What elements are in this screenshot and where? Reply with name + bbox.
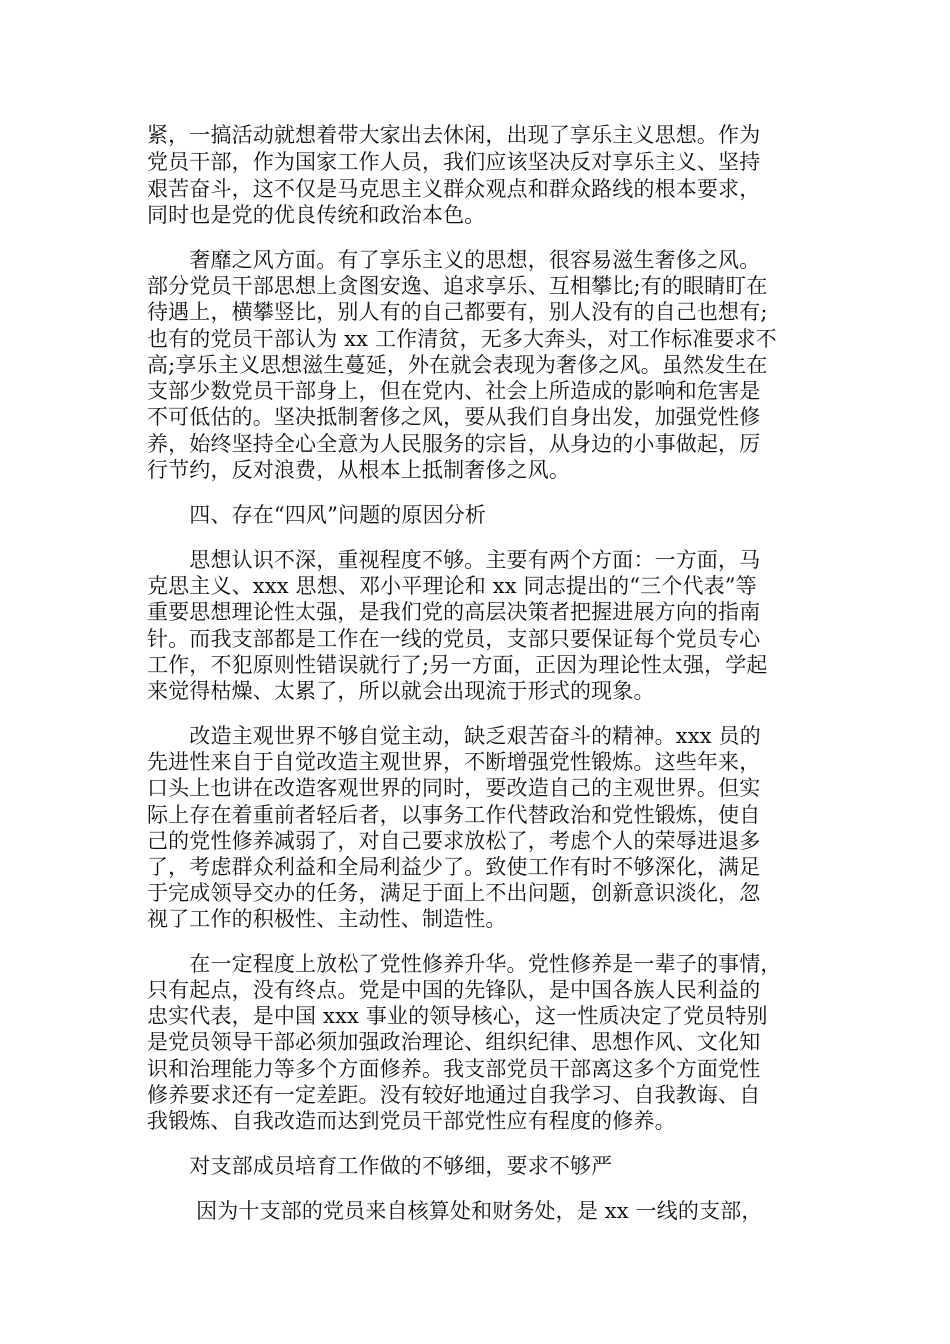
paragraph-3-line-5: 工作，不犯原则性错误就行了;另一方面，正因为理论性太强，学起 (147, 653, 768, 677)
paragraph-5-line-3: 忠实代表，是中国 xxx 事业的领导核心，这一性质决定了党员特别 (147, 1004, 768, 1028)
paragraph-5-line-5: 识和治理能力等多个方面修养。我支部党员干部离这多个方面党性 (147, 1057, 761, 1081)
paragraph-3-line-2: 克思主义、xxx 思想、邓小平理论和 xx 同志提出的“三个代表”等 (147, 574, 757, 598)
paragraph-4-line-7: 于完成领导交办的任务，满足于面上不出问题，创新意识淡化，忽 (147, 881, 761, 905)
paragraph-4-line-3: 口头上也讲在改造客观世界的同时，要改造自己的主观世界。但实 (147, 776, 761, 800)
paragraph-4-line-4: 际上存在着重前者轻后者，以事务工作代替政治和党性锻炼，使自 (147, 803, 761, 827)
paragraph-5-line-4: 是党员领导干部必须加强政治理论、组织纪律、思想作风、文化知 (147, 1030, 761, 1054)
paragraph-4-line-6: 了，考虑群众利益和全局利益少了。致使工作有时不够深化，满足 (147, 855, 761, 879)
paragraph-3-line-4: 针。而我支部都是工作在一线的党员，支部只要保证每个党员专心 (147, 627, 761, 651)
paragraph-4-line-1: 改造主观世界不够自觉主动，缺乏艰苦奋斗的精神。xxx 员的 (147, 724, 761, 748)
paragraph-2-line-9: 行节约，反对浪费，从根本上抵制奢侈之风。 (147, 458, 570, 482)
paragraph-2-line-8: 养，始终坚持全心全意为人民服务的宗旨，从身边的小事做起，厉 (147, 432, 761, 456)
paragraph-2-line-1: 奢靡之风方面。有了享乐主义的思想，很容易滋生奢侈之风。 (147, 248, 761, 272)
paragraph-2-line-2: 部分党员干部思想上贪图安逸、追求享乐、互相攀比;有的眼睛盯在 (147, 274, 768, 298)
paragraph-1-line-4: 同时也是党的优良传统和政治本色。 (147, 203, 486, 227)
paragraph-3-line-1: 思想认识不深，重视程度不够。主要有两个方面：一方面，马 (147, 548, 761, 572)
paragraph-2-line-4: 也有的党员干部认为 xx 工作清贫，无多大奔头，对工作标准要求不 (147, 327, 777, 351)
subheading: 对支部成员培育工作做的不够细，要求不够严 (147, 1154, 613, 1178)
paragraph-1-line-3: 艰苦奋斗，这不仅是马克思主义群众观点和群众路线的根本要求， (147, 177, 761, 201)
paragraph-2-line-3: 待遇上，横攀竖比，别人有的自己都要有，别人没有的自己也想有; (147, 300, 768, 324)
paragraph-2-line-5: 高;享乐主义思想滋生蔓延，外在就会表现为奢侈之风。虽然发生在 (147, 353, 768, 377)
paragraph-5-line-6: 修养要求还有一定差距。没有较好地通过自我学习、自我教诲、自 (147, 1083, 761, 1107)
paragraph-5-line-2: 只有起点，没有终点。党是中国的先锋队，是中国各族人民利益的 (147, 978, 761, 1002)
paragraph-4-line-8: 视了工作的积极性、主动性、制造性。 (147, 907, 507, 931)
paragraph-5-line-7: 我锻炼、自我改造而达到党员干部党性应有程度的修养。 (147, 1109, 676, 1133)
paragraph-5-line-1: 在一定程度上放松了党性修养升华。党性修养是一辈子的事情， (147, 952, 782, 976)
paragraph-6-line-1: 因为十支部的党员来自核算处和财务处，是 xx 一线的支部， (147, 1199, 763, 1223)
paragraph-4-line-2: 先进性来自于自觉改造主观世界，不断增强党性锻炼。这些年来， (147, 750, 761, 774)
paragraph-3-line-3: 重要思想理论性太强，是我们党的高层决策者把握进展方向的指南 (147, 600, 761, 624)
paragraph-1-line-1: 紧，一搞活动就想着带大家出去休闲，出现了享乐主义思想。作为 (147, 123, 761, 147)
paragraph-2-line-7: 不可低估的。坚决抵制奢侈之风，要从我们自身出发，加强党性修 (147, 405, 761, 429)
paragraph-1-line-2: 党员干部，作为国家工作人员，我们应该坚决反对享乐主义、坚持 (147, 150, 761, 174)
section-heading: 四、存在“四风”问题的原因分析 (147, 503, 487, 527)
paragraph-4-line-5: 己的党性修养减弱了，对自己要求放松了，考虑个人的荣辱进退多 (147, 829, 761, 853)
paragraph-3-line-6: 来觉得枯燥、太累了，所以就会出现流于形式的现象。 (147, 679, 655, 703)
paragraph-2-line-6: 支部少数党员干部身上，但在党内、社会上所造成的影响和危害是 (147, 379, 761, 403)
